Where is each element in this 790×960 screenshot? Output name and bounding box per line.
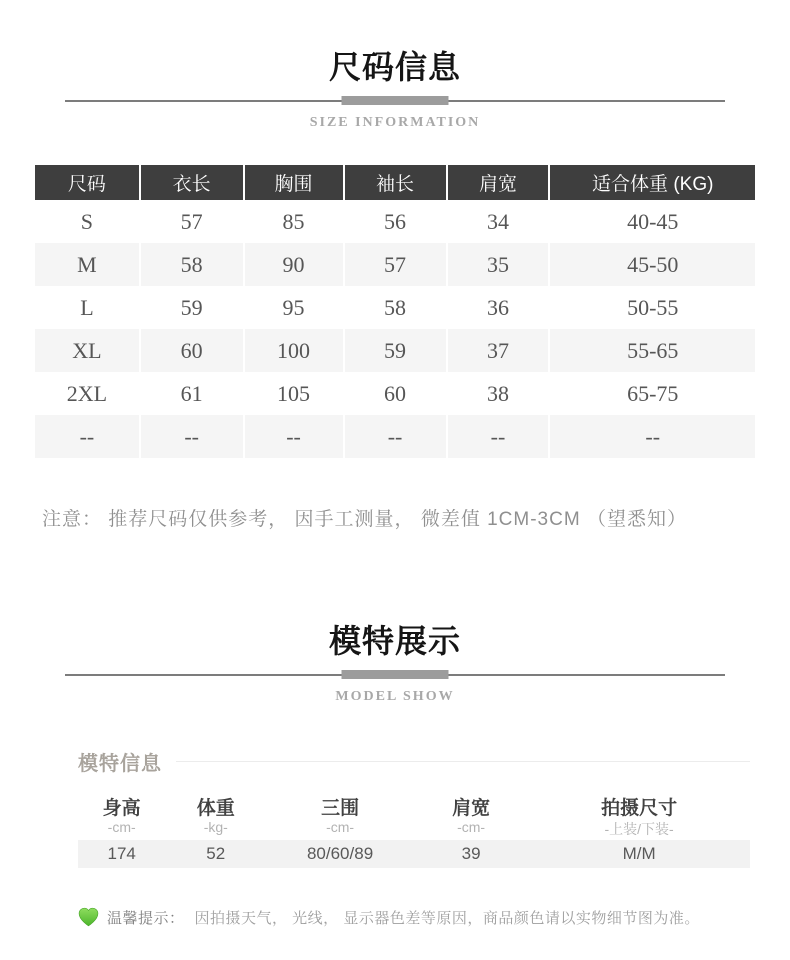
model-unit: -上装/下装- (604, 821, 674, 837)
divider-center-block (342, 96, 449, 105)
section-divider (65, 96, 725, 106)
product-size-info-page (0, 48, 790, 960)
divider-center-block (342, 670, 449, 679)
tip-text: 因拍摄天气， 光线， 显示器色差等原因，商品颜色请以实物细节图为准。 (194, 909, 700, 927)
cell: 58 (345, 286, 448, 329)
cell: 38 (448, 372, 551, 415)
cell: S (35, 200, 141, 243)
cell: 95 (245, 286, 345, 329)
table-row-m (35, 243, 755, 286)
table-row-empty (35, 415, 755, 458)
cell: -- (345, 415, 448, 458)
cell: 45-50 (550, 243, 755, 286)
header-shoulder: 肩宽 (448, 165, 551, 200)
size-section (0, 48, 790, 530)
cell: 57 (345, 243, 448, 286)
cell: 85 (245, 200, 345, 243)
cell: 100 (245, 329, 345, 372)
model-value-height: 174 (107, 844, 136, 863)
model-label-height: 身高 (102, 798, 141, 819)
cell: 65-75 (627, 380, 679, 406)
tip-label: 温馨提示： (107, 909, 185, 927)
cell: 58 (141, 243, 245, 286)
model-value-shoulder: 39 (461, 844, 481, 863)
cell: M (35, 243, 141, 286)
table-row-xl (35, 329, 755, 372)
cell: 60 (141, 329, 245, 372)
cell: -- (448, 415, 551, 458)
model-values-row (78, 840, 750, 868)
model-info-panel (78, 749, 750, 868)
cell: 61 (141, 372, 245, 415)
model-info-header (78, 749, 750, 773)
cell: 36 (448, 286, 551, 329)
cell: -- (35, 415, 141, 458)
size-note: 注意： 推荐尺码仅供参考， 因手工测量， 微差值 1CM-3CM （望悉知） (42, 509, 687, 530)
cell: 56 (345, 200, 448, 243)
cell: XL (35, 329, 141, 372)
cell: 59 (141, 286, 245, 329)
model-unit: -kg- (203, 819, 228, 835)
cell: 59 (345, 329, 448, 372)
model-label-shot-size: 拍摄尺寸 (601, 798, 678, 819)
model-section-subtitle: MODEL SHOW (335, 689, 455, 704)
model-unit: -cm- (457, 819, 486, 835)
model-unit: -cm- (326, 819, 355, 835)
model-value-weight: 52 (206, 844, 226, 863)
cell: 34 (448, 200, 551, 243)
header-sleeve: 袖长 (345, 165, 448, 200)
cell: 55-65 (550, 329, 755, 372)
model-label-shoulder: 肩宽 (452, 798, 491, 819)
cell: 57 (141, 200, 245, 243)
cell: 105 (245, 372, 345, 415)
model-label-measurements: 三围 (321, 798, 360, 819)
size-section-title: 尺码信息 (328, 49, 461, 85)
size-table-header-row (35, 165, 755, 200)
header-size: 尺码 (35, 165, 141, 200)
model-section-title: 模特展示 (328, 623, 461, 659)
model-units-row (78, 819, 750, 837)
cell: 50-55 (627, 294, 679, 320)
model-info-title: 模特信息 (78, 752, 162, 775)
cell: 90 (245, 243, 345, 286)
cell: -- (141, 415, 245, 458)
cell: 35 (448, 243, 551, 286)
model-value-measurements: 80/60/89 (306, 844, 374, 863)
size-section-subtitle: SIZE INFORMATION (309, 115, 481, 130)
cell: -- (245, 415, 345, 458)
header-bust: 胸围 (245, 165, 345, 200)
green-heart-icon (78, 907, 99, 927)
cell: 40-45 (627, 208, 679, 234)
model-labels-row (78, 793, 750, 817)
model-value-shot-size: M/M (622, 844, 656, 863)
model-label-weight: 体重 (196, 798, 235, 819)
model-unit: -cm- (107, 819, 136, 835)
table-row-s (35, 200, 755, 243)
cell: -- (550, 415, 755, 458)
warm-tip (78, 906, 790, 928)
table-row-2xl (35, 372, 755, 415)
table-row-l (35, 286, 755, 329)
header-length: 衣长 (141, 165, 245, 200)
cell: 2XL (35, 372, 141, 415)
header-weight: 适合体重 (KG) (550, 165, 755, 200)
cell: 37 (448, 329, 551, 372)
section-divider (65, 670, 725, 680)
size-table (35, 165, 755, 458)
cell: L (35, 286, 141, 329)
model-info-rule (176, 761, 750, 762)
cell: 60 (345, 372, 448, 415)
model-section (0, 622, 790, 928)
